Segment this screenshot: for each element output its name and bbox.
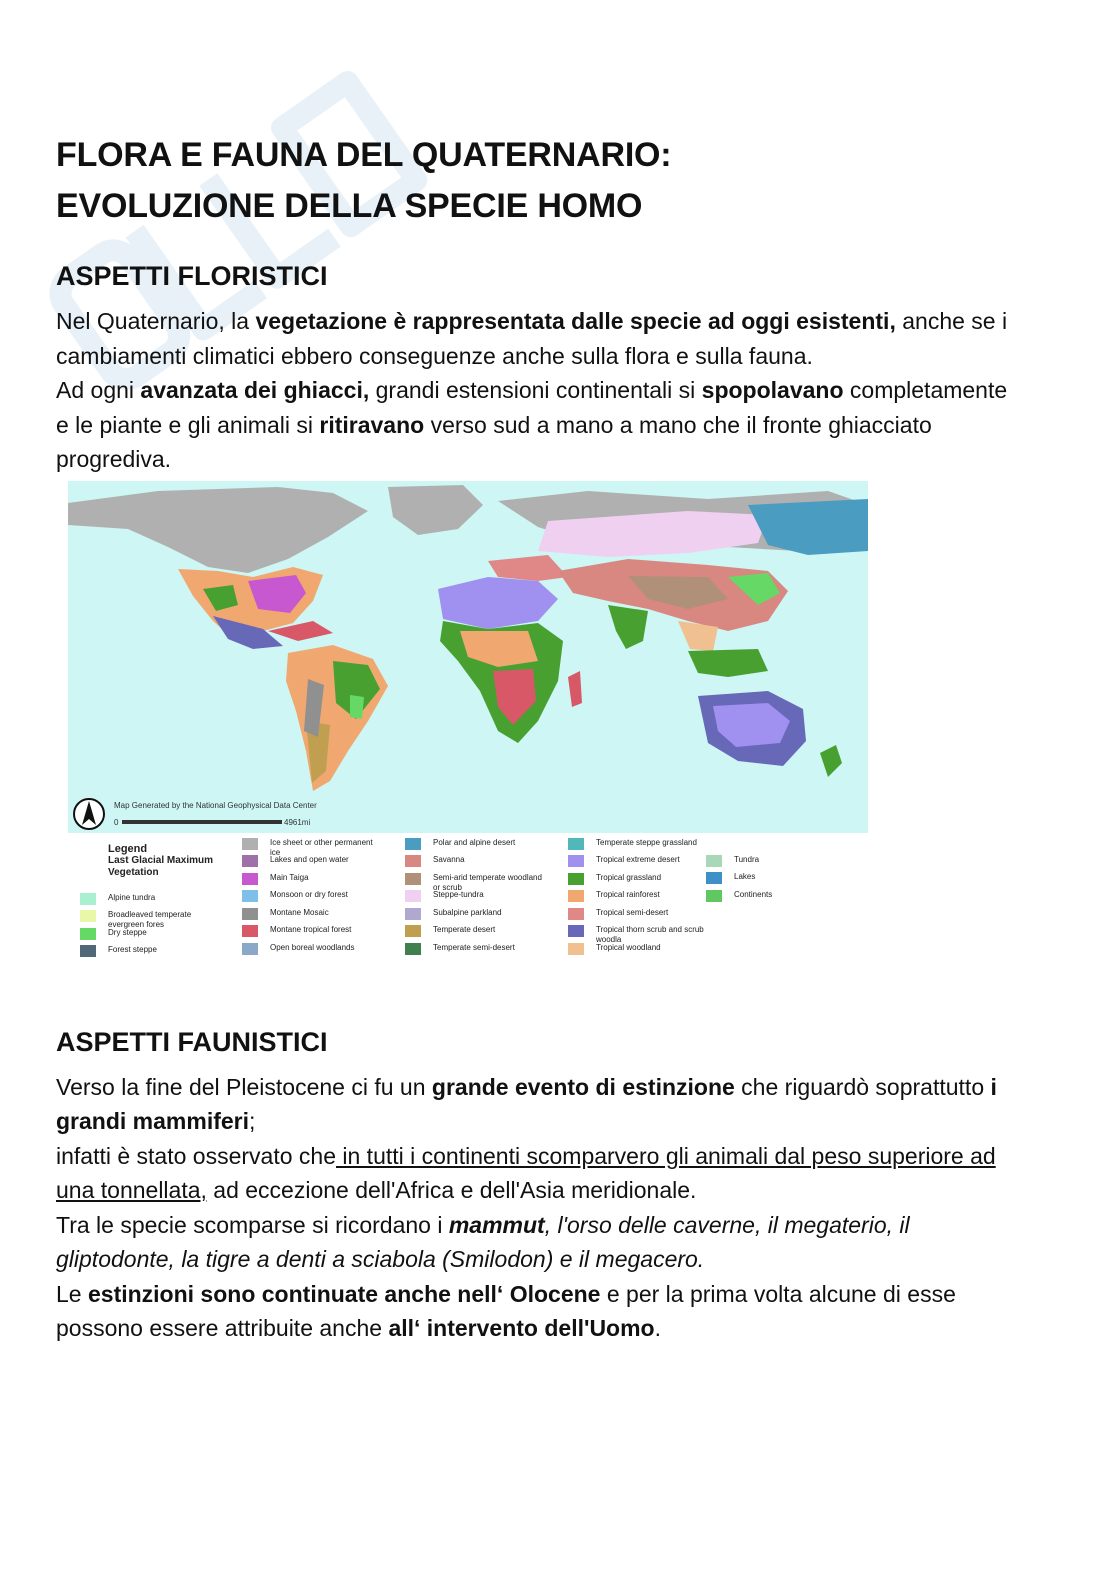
legend-swatch: [242, 838, 258, 850]
legend-label: Temperate semi-desert: [433, 942, 515, 952]
legend-label: Semi-arid temperate woodland or scrub: [433, 872, 542, 892]
document-page: [56, 130, 1016, 1346]
legend-label: Lakes and open water: [270, 855, 349, 864]
legend-swatch: [706, 855, 722, 867]
legend-item: [242, 873, 373, 891]
legend-column: [706, 855, 772, 908]
legend-swatch: [80, 893, 96, 905]
legend-swatch: [242, 943, 258, 955]
legend-label: Savanna: [433, 855, 465, 864]
page-title: FLORA E FAUNA DEL QUATERNARIO: EVOLUZIONE DELLA SPECIE HOMO: [56, 136, 672, 225]
section-heading-floristic: ASPETTI FLORISTICI: [56, 261, 328, 291]
legend-item: [242, 925, 373, 943]
legend-item: [568, 925, 704, 943]
legend-swatch: [568, 873, 584, 885]
section-heading-faunistic: ASPETTI FAUNISTICI: [56, 1026, 328, 1057]
legend-title: Legend Last Glacial Maximum Vegetation: [108, 842, 214, 878]
legend-item: [242, 908, 373, 926]
legend-swatch: [242, 925, 258, 937]
legend-swatch: [706, 872, 722, 884]
legend-swatch: [242, 890, 258, 902]
legend-item: [706, 855, 772, 873]
scale-end: 4961mi: [284, 817, 311, 827]
legend-item: [405, 855, 542, 873]
legend-swatch: [568, 908, 584, 920]
legend-item: [242, 838, 373, 856]
legend-swatch: [405, 855, 421, 867]
legend-column: [242, 838, 373, 961]
legend-swatch: [706, 890, 722, 902]
legend-item: [405, 890, 542, 908]
legend-swatch: [405, 873, 421, 885]
legend-item: [80, 910, 191, 928]
legend-label: Polar and alpine desert: [433, 837, 516, 847]
legend-item: [568, 908, 704, 926]
legend-column: [405, 838, 542, 961]
paragraph-faunistic-1: Verso la fine del Pleistocene ci fu un grande evento di estinzione che riguardò soprattutto i grandi mammiferi;: [56, 1073, 997, 1134]
legend-column: [80, 893, 191, 963]
legend-column: [568, 838, 704, 961]
legend-swatch: [405, 890, 421, 902]
legend-swatch: [405, 925, 421, 937]
paragraph-faunistic-4: Le estinzioni sono continuate anche nell‘ Olocene e per la prima volta alcune di esse possono essere attribuite anche all‘ intervento dell'Uomo.: [56, 1280, 956, 1341]
legend-item: [706, 890, 772, 908]
legend-swatch: [405, 943, 421, 955]
legend-item: [706, 872, 772, 890]
legend-label: Subalpine parkland: [433, 907, 502, 917]
legend-item: [242, 855, 373, 873]
legend-item: [405, 908, 542, 926]
legend-swatch: [242, 873, 258, 885]
legend-item: [405, 838, 542, 856]
legend-label: Dry steppe: [108, 927, 147, 937]
legend-item: [242, 943, 373, 961]
legend-swatch: [568, 943, 584, 955]
legend-item: [405, 873, 542, 891]
vegetation-map-figure: [68, 481, 912, 974]
legend-label: Main Taiga: [270, 872, 309, 882]
scale-start: 0: [114, 817, 119, 827]
legend-label: Montane tropical forest: [270, 925, 352, 934]
paragraph-floristic-2: Ad ogni avanzata dei ghiacci, grandi estensioni continentali si spopolavano completamente e le piante e gli animali si ritiravano verso sud a mano a mano che il fronte ghiacciato progrediva.: [56, 377, 1008, 472]
legend-label: Monsoon or dry forest: [270, 890, 348, 899]
legend-swatch: [568, 925, 584, 937]
legend-label: Steppe-tundra: [433, 890, 484, 899]
legend-item: [568, 838, 704, 856]
legend-swatch: [568, 890, 584, 902]
legend-label: Temperate desert: [433, 925, 496, 934]
legend-item: [568, 873, 704, 891]
legend-label: Montane Mosaic: [270, 907, 329, 917]
legend-swatch: [80, 910, 96, 922]
legend-label: Tropical grassland: [596, 872, 662, 882]
legend-label: Continents: [734, 889, 773, 899]
legend-label: Tropical semi-desert: [596, 907, 669, 917]
paragraph-faunistic-2: infatti è stato osservato che in tutti i continenti scomparvero gli animali dal peso superiore ad una tonnellata, ad eccezione dell'Africa e dell'Asia meridionale.: [56, 1142, 996, 1203]
legend-item: [568, 890, 704, 908]
legend-item: [80, 893, 191, 911]
legend-swatch: [80, 945, 96, 957]
legend-label: Tropical thorn scrub and scrub woodla: [596, 925, 704, 944]
legend-label: Alpine tundra: [108, 892, 156, 902]
paragraph-floristic-1: Nel Quaternario, la vegetazione è rappresentata dalle specie ad oggi esistenti, anche se i cambiamenti climatici ebbero conseguenze anche sulla flora e sulla fauna.: [56, 308, 1008, 369]
legend-label: Broadleaved temperate evergreen fores: [108, 910, 192, 929]
legend-swatch: [80, 928, 96, 940]
legend-item: [80, 945, 191, 963]
legend-swatch: [568, 838, 584, 850]
legend-swatch: [568, 855, 584, 867]
legend-item: [405, 925, 542, 943]
legend-label: Tropical woodland: [596, 942, 661, 952]
legend-label: Temperate steppe grassland: [596, 837, 697, 847]
map-credit: Map Generated by the National Geophysical Data Center: [114, 800, 317, 810]
legend-swatch: [242, 908, 258, 920]
world-vegetation-map: [68, 481, 868, 833]
legend-swatch: [405, 838, 421, 850]
legend-label: Ice sheet or other permanent ice: [270, 837, 373, 857]
legend-label: Tropical rainforest: [596, 890, 660, 899]
legend-item: [242, 890, 373, 908]
map-legend: [68, 833, 912, 974]
legend-swatch: [405, 908, 421, 920]
legend-label: Tundra: [734, 854, 760, 864]
legend-label: Lakes: [734, 872, 756, 881]
legend-item: [405, 943, 542, 961]
legend-label: Open boreal woodlands: [270, 942, 355, 952]
legend-item: [568, 943, 704, 961]
legend-label: Forest steppe: [108, 945, 157, 954]
paragraph-faunistic-3: Tra le specie scomparse si ricordano i mammut, l'orso delle caverne, il megaterio, il gliptodonte, la tigre a denti a sciabola (Smilodon) e il megacero.: [56, 1211, 910, 1272]
legend-item: [80, 928, 191, 946]
legend-item: [568, 855, 704, 873]
legend-swatch: [242, 855, 258, 867]
legend-label: Tropical extreme desert: [596, 855, 680, 864]
